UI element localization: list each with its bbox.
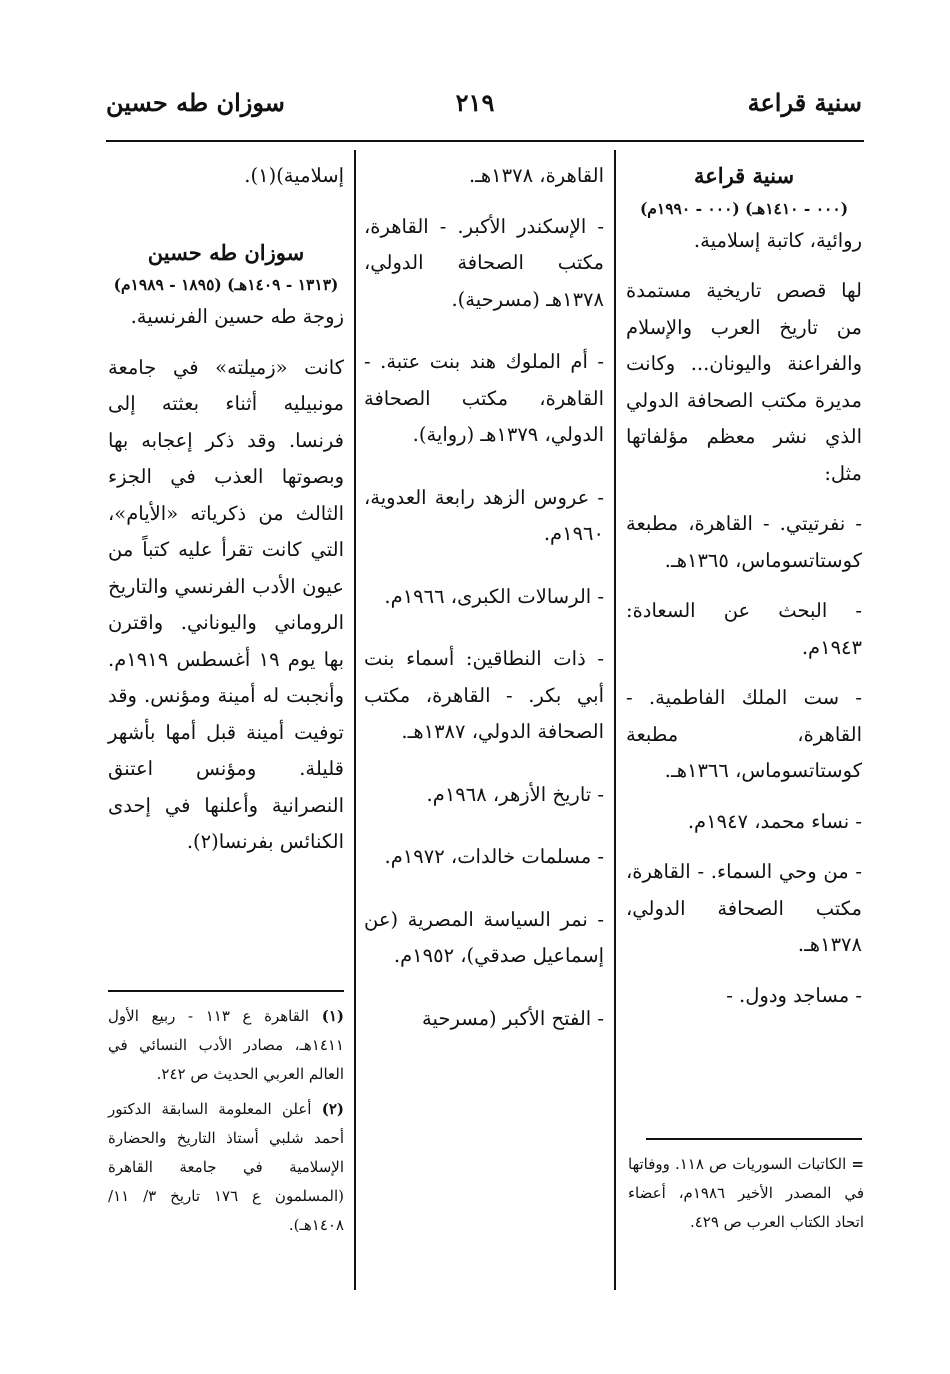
column-right <box>626 158 862 1014</box>
work-item: - البحث عن السعادة: ١٩٤٣م. <box>626 599 862 659</box>
entry-bio-right: لها قصص تاريخية مستمدة من تاريخ العرب والإسلام والفراعنة واليونان... وكانت مديرة مكتب الصحافة الدولي الذي نشر معظم مؤلفاتها مثل: <box>626 279 862 485</box>
work-item: - الفتح الأكبر (مسرحية <box>422 1006 604 1030</box>
footnote-2 <box>108 1095 344 1240</box>
running-head-left: سوزان طه حسين <box>106 88 285 117</box>
page-number: ٢١٩ <box>455 88 495 117</box>
work-item: - مساجد ودول. - <box>726 983 862 1007</box>
work-item: - الرسالات الكبرى، ١٩٦٦م. <box>384 584 604 608</box>
work-item: - ست الملك الفاطمية. - القاهرة، مطبعة كوستاتسوماس، ١٣٦٦هـ. <box>626 686 862 782</box>
entry-intro-left: زوجة طه حسين الفرنسية. <box>130 305 344 328</box>
entry-name-right: سنية قراعة <box>693 163 795 188</box>
column-left <box>108 158 344 861</box>
work-item: - من وحي السماء. - القاهرة، مكتب الصحافة الدولي، ١٣٧٨هـ. <box>626 860 862 956</box>
footnote-number: (١) <box>321 1007 344 1025</box>
column-divider-left <box>354 150 356 1290</box>
continued-line: إسلامية)(١). <box>244 164 344 187</box>
work-item: - ذات النطاقين: أسماء بنت أبي بكر. - القاهرة، مكتب الصحافة الدولي، ١٣٨٧هـ. <box>364 647 604 743</box>
entry-dates-right: (٠٠٠ - ١٤١٠هـ) (٠٠٠ - ١٩٩٠م) <box>639 198 849 218</box>
footnote-text: الكاتبات السوريات ص ١١٨. ووفاتها في المصدر الأخير ١٩٨٦م، أعضاء اتحاد الكتاب العرب ص ٤٢٩. <box>628 1155 865 1231</box>
footnote-rule-left <box>108 990 344 992</box>
footnote-right <box>628 1150 864 1237</box>
work-item: - عروس الزهد رابعة العدوية، ١٩٦٠م. <box>364 485 604 545</box>
column-divider-right <box>614 150 616 1290</box>
work-item: القاهرة، ١٣٧٨هـ. <box>468 164 604 187</box>
work-item: - تاريخ الأزهر، ١٩٦٨م. <box>426 782 604 806</box>
work-item: - الإسكندر الأكبر. - القاهرة، مكتب الصحافة الدولي، ١٣٧٨هـ (مسرحية). <box>364 214 604 311</box>
footnote-rule-right <box>646 1138 862 1140</box>
entry-bio-left: كانت «زميلته» في جامعة مونبيليه أثناء بعثته إلى فرنسا. وقد ذكر إعجابه بها وبصوتها العذب في الجزء الثالث من ذكرياته «الأيام»، التي كانت تقرأ عليه كتباً من عيون الأدب الفرنسي والتاريخ الروماني واليوناني. واقترن بها يوم ١٩ أغسطس ١٩١٩م. وأنجبت له أمينة ومؤنس. وقد توفيت أمينة قبل أمها بأشهر قليلة. ومؤنس اعتنق النصرانية وأعلنها في إحدى الكنائس بفرنسا(٢). <box>108 355 345 853</box>
work-item: - أم الملوك هند بنت عتبة. - القاهرة، مكتب الصحافة الدولي، ١٣٧٩هـ (رواية). <box>364 350 604 446</box>
work-item: - نساء محمد، ١٩٤٧م. <box>687 809 862 833</box>
header-rule <box>106 140 864 142</box>
entry-name-left: سوزان طه حسين <box>147 239 305 265</box>
work-item: - نمر السياسة المصرية (عن إسماعيل صدقي)، ١٩٥٢م. <box>364 907 604 967</box>
footnote-text: القاهرة ع ١١٣ - ربيع الأول ١٤١١هـ، مصادر الأدب النسائي في العالم العربي الحديث ص ٢٤٢. <box>108 1007 344 1083</box>
work-item: - نفرتيتي. - القاهرة، مطبعة كوستاتسوماس، ١٣٦٥هـ. <box>626 512 862 572</box>
footnote-text: أعلن المعلومة السابقة الدكتور أحمد شلبي أستاذ التاريخ والحضارة الإسلامية في جامعة القاهرة (المسلمون ع ١٧٦ تاريخ ٣/ ١١/ ١٤٠٨هـ). <box>108 1100 344 1234</box>
work-item: - مسلمات خالدات، ١٩٧٢م. <box>384 845 604 868</box>
running-head-right: سنية قراعة <box>747 88 862 117</box>
footnotes-left <box>108 1002 344 1240</box>
footnote-1 <box>108 1002 344 1089</box>
entry-dates-left: (١٣١٣ - ١٤٠٩هـ) (١٨٩٥ - ١٩٨٩م) <box>113 275 339 294</box>
footnote-mark: = <box>851 1155 864 1173</box>
footnote-number: (٢) <box>321 1100 344 1118</box>
entry-intro-right: روائية، كاتبة إسلامية. <box>693 228 862 252</box>
column-middle <box>364 158 604 1037</box>
